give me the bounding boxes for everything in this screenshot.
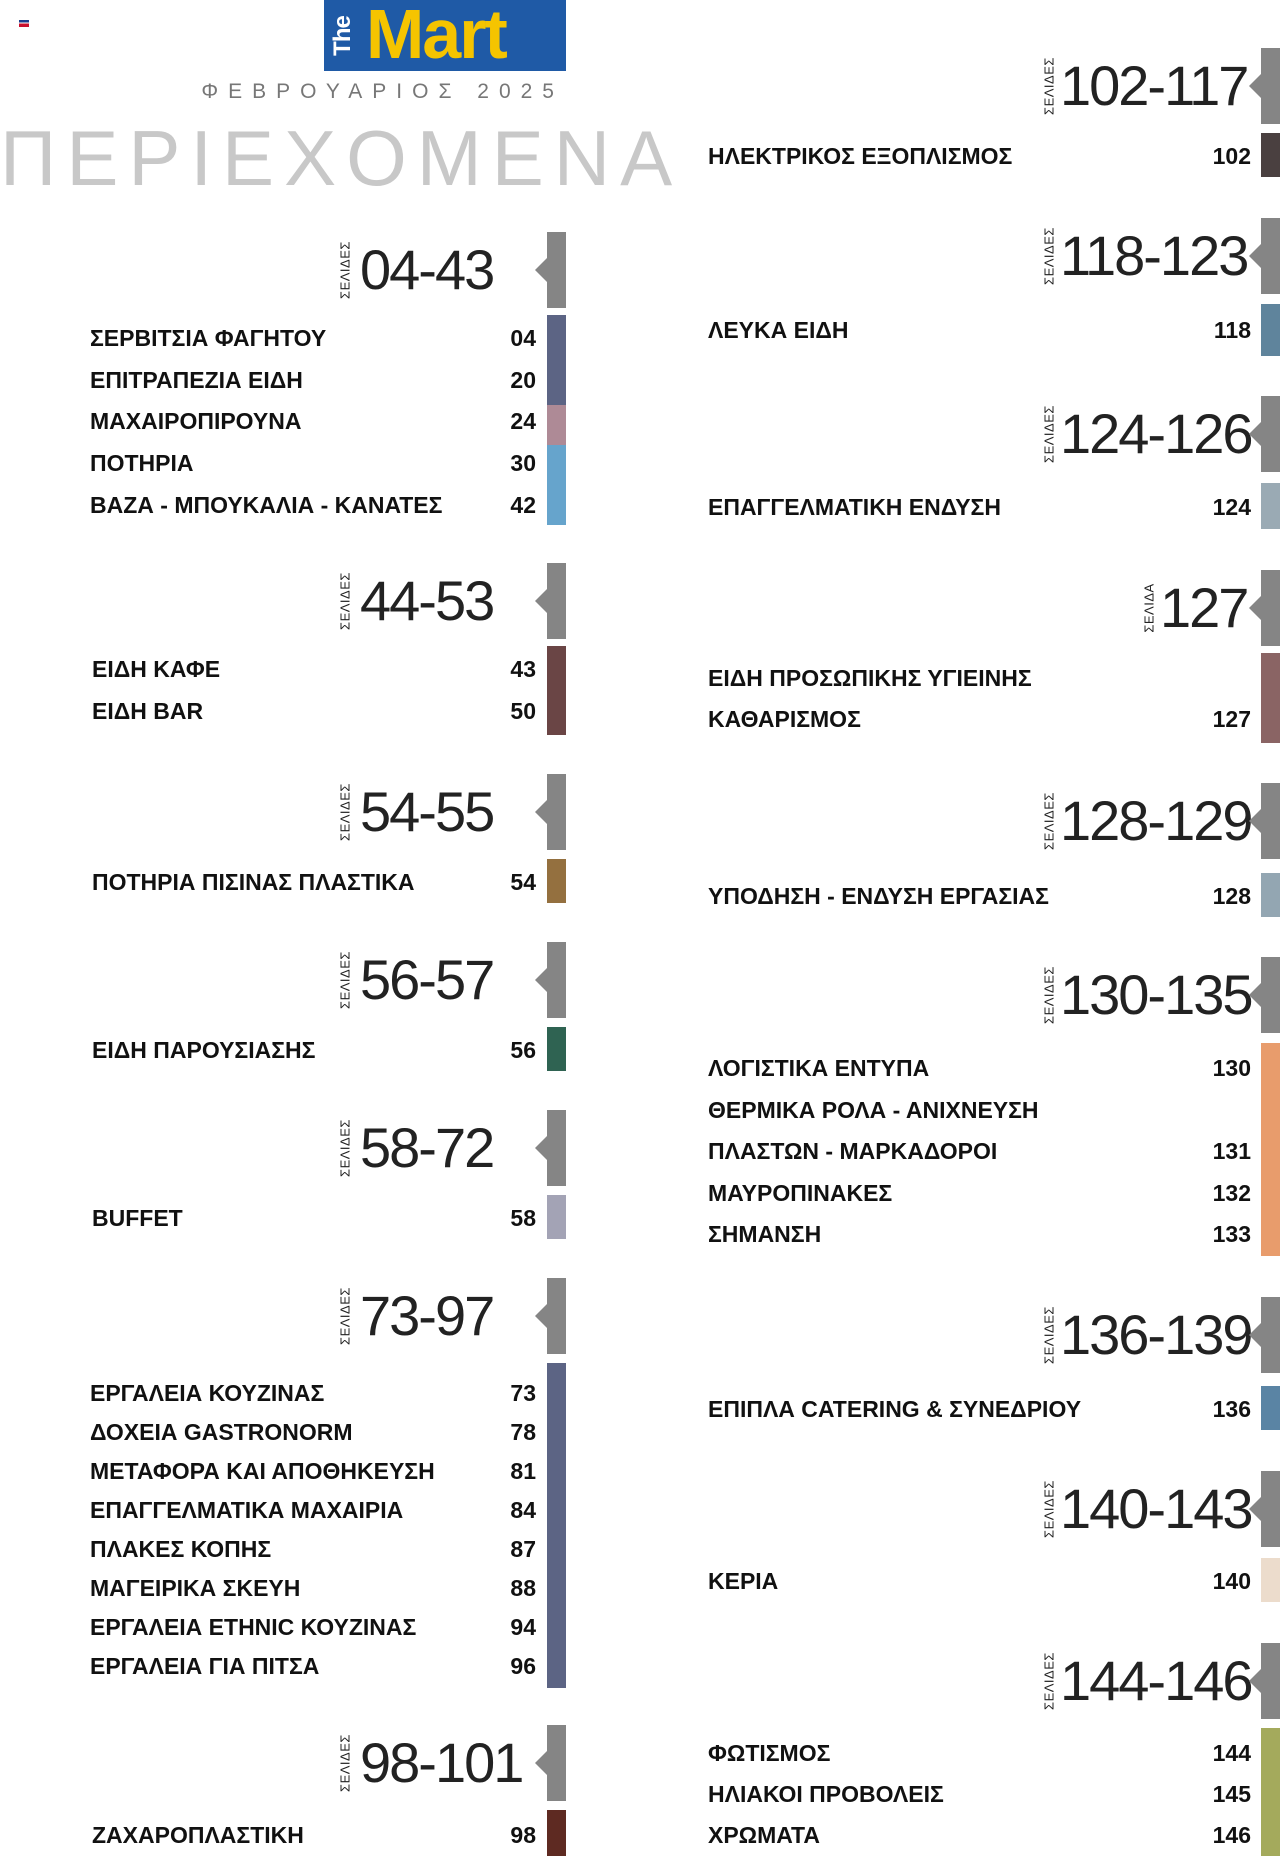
pointer-icon — [535, 258, 547, 282]
pointer-icon — [535, 1304, 547, 1328]
page-range: 04-43 — [360, 238, 494, 301]
range-marker — [547, 1278, 566, 1354]
pages-label: ΣΕΛΙΔΕΣ — [337, 241, 353, 299]
pointer-icon — [1249, 74, 1261, 98]
logo-the-text: The — [329, 16, 356, 56]
pages-label: ΣΕΛΙΔΕΣ — [1041, 792, 1057, 850]
section-heading — [330, 563, 566, 639]
toc-item[interactable]: ΕΡΓΑΛΕΙΑ ΓΙΑ ΠΙΤΣΑ — [90, 1653, 320, 1679]
pointer-icon — [535, 1136, 547, 1160]
toc-item[interactable]: ΛΕΥΚΑ ΕΙΔΗ — [708, 317, 849, 343]
category-color-bar — [547, 859, 566, 903]
range-marker — [1261, 48, 1280, 124]
pointer-icon — [1249, 596, 1261, 620]
category-color-bar — [547, 646, 566, 735]
section-heading — [330, 1110, 566, 1186]
page-range: 144-146 — [1060, 1649, 1252, 1712]
toc-item[interactable]: ΥΠΟΔΗΣΗ - ΕΝΔΥΣΗ ΕΡΓΑΣΙΑΣ — [708, 883, 1049, 909]
category-color-bar — [1261, 304, 1280, 356]
pages-label: ΣΕΛΙΔΕΣ — [337, 1734, 353, 1792]
section-heading — [1040, 48, 1280, 124]
section-heading — [1140, 570, 1280, 646]
toc-item[interactable]: ΚΕΡΙΑ — [708, 1568, 779, 1594]
section-heading — [1040, 1297, 1280, 1373]
range-marker — [547, 942, 566, 1018]
page-range: 140-143 — [1060, 1477, 1252, 1540]
pages-label: ΣΕΛΙΔΕΣ — [1041, 1480, 1057, 1538]
page-range: 44-53 — [360, 569, 494, 632]
category-color-bar — [1261, 873, 1280, 917]
pages-label: ΣΕΛΙΔΑ — [1141, 583, 1157, 633]
range-marker — [1261, 1297, 1280, 1373]
pointer-icon — [535, 968, 547, 992]
page-range: 118-123 — [1060, 224, 1248, 287]
toc-item[interactable]: ΜΑΓΕΙΡΙΚΑ ΣΚΕΥΗ — [90, 1575, 301, 1601]
pointer-icon — [535, 800, 547, 824]
section-heading — [330, 232, 566, 308]
toc-item[interactable]: ΣΗΜΑΝΣΗ — [708, 1221, 822, 1247]
range-marker — [1261, 1471, 1280, 1547]
page-range: 98-101 — [360, 1731, 523, 1794]
toc-item[interactable]: ΗΛΕΚΤΡΙΚΟΣ ΕΞΟΠΛΙΣΜΟΣ — [708, 143, 1013, 169]
pages-label: ΣΕΛΙΔΕΣ — [1041, 227, 1057, 285]
toc-item[interactable]: ΕΠΑΓΓΕΛΜΑΤΙΚΑ ΜΑΧΑΙΡΙΑ — [90, 1497, 404, 1523]
category-color-bar — [1261, 133, 1280, 177]
page-range: 54-55 — [360, 780, 494, 843]
pages-label: ΣΕΛΙΔΕΣ — [337, 1119, 353, 1177]
page-range: 128-129 — [1060, 789, 1252, 852]
toc-item[interactable]: ΜΕΤΑΦΟΡΑ ΚΑΙ ΑΠΟΘΗΚΕΥΣΗ — [90, 1458, 435, 1484]
pages-label: ΣΕΛΙΔΕΣ — [1041, 1652, 1057, 1710]
range-marker — [547, 563, 566, 639]
category-color-bar — [547, 405, 566, 445]
toc-item[interactable]: ΕΙΔΗ ΠΡΟΣΩΠΙΚΗΣ ΥΓΙΕΙΝΗΣ — [708, 665, 1032, 691]
toc-item[interactable]: ΧΡΩΜΑΤΑ — [708, 1822, 820, 1848]
toc-item[interactable]: ΠΟΤΗΡΙΑ ΠΙΣΙΝΑΣ ΠΛΑΣΤΙΚΑ — [92, 869, 415, 895]
toc-item[interactable]: ΕΠΙΤΡΑΠΕΖΙΑ ΕΙΔΗ — [90, 367, 303, 393]
pointer-icon — [1249, 809, 1261, 833]
toc-item[interactable]: ΠΛΑΚΕΣ ΚΟΠΗΣ — [90, 1536, 272, 1562]
page-range: 56-57 — [360, 948, 494, 1011]
pages-label: ΣΕΛΙΔΕΣ — [1041, 57, 1057, 115]
pages-label: ΣΕΛΙΔΕΣ — [337, 1287, 353, 1345]
page-range: 124-126 — [1060, 402, 1252, 465]
page-range: 130-135 — [1060, 963, 1252, 1026]
toc-item[interactable]: ΗΛΙΑΚΟΙ ΠΡΟΒΟΛΕΙΣ — [708, 1781, 944, 1807]
toc-item[interactable]: ΕΡΓΑΛΕΙΑ ETHNIC ΚΟΥΖΙΝΑΣ — [90, 1614, 417, 1640]
catalog-month: ΦΕΒΡΟΥΑΡΙΟΣ 2025 — [201, 80, 564, 103]
section-heading — [1040, 396, 1280, 472]
category-color-bar — [547, 315, 566, 405]
category-color-bar — [547, 445, 566, 525]
toc-item[interactable]: ΠΟΤΗΡΙΑ — [90, 450, 194, 476]
pointer-icon — [535, 589, 547, 613]
pages-label: ΣΕΛΙΔΕΣ — [1041, 1306, 1057, 1364]
toc-item[interactable]: ΛΟΓΙΣΤΙΚΑ ΕΝΤΥΠΑ — [708, 1055, 930, 1081]
toc-item[interactable]: ΒΑΖΑ - ΜΠΟΥΚΑΛΙΑ - ΚΑΝΑΤΕΣ — [90, 492, 443, 518]
pages-label: ΣΕΛΙΔΕΣ — [337, 572, 353, 630]
range-marker — [1261, 957, 1280, 1033]
category-color-bar — [1261, 653, 1280, 743]
page-title: ΠΕΡΙΕΧΟΜΕΝΑ — [0, 114, 683, 202]
section-heading — [1040, 1471, 1280, 1547]
pointer-icon — [1249, 983, 1261, 1007]
range-marker — [547, 1110, 566, 1186]
range-marker — [547, 774, 566, 850]
section-heading — [330, 1278, 566, 1354]
page-range: 102-117 — [1060, 54, 1248, 117]
range-marker — [1261, 396, 1280, 472]
pointer-icon — [1249, 244, 1261, 268]
toc-item[interactable]: ΚΑΘΑΡΙΣΜΟΣ — [708, 706, 861, 732]
page-range: 58-72 — [360, 1116, 494, 1179]
section-heading — [1040, 957, 1280, 1033]
range-marker — [1261, 218, 1280, 294]
category-color-bar — [547, 1027, 566, 1071]
toc-item[interactable]: BUFFET — [92, 1205, 183, 1231]
range-marker — [1261, 570, 1280, 646]
toc-item[interactable]: ΕΙΔΗ BAR — [92, 698, 204, 724]
the-mart-logo — [324, 0, 566, 71]
pointer-icon — [1249, 1323, 1261, 1347]
toc-item[interactable]: ΦΩΤΙΣΜΟΣ — [708, 1740, 831, 1766]
pointer-icon — [1249, 1669, 1261, 1693]
range-marker — [1261, 783, 1280, 859]
category-color-bar — [1261, 483, 1280, 529]
section-heading — [1040, 218, 1280, 294]
page-range: 73-97 — [360, 1284, 494, 1347]
pointer-icon — [1249, 422, 1261, 446]
category-color-bar — [1261, 1728, 1280, 1856]
range-marker — [547, 232, 566, 308]
toc-item[interactable]: ΕΡΓΑΛΕΙΑ ΚΟΥΖΙΝΑΣ — [90, 1380, 325, 1406]
toc-item[interactable]: ΘΕΡΜΙΚΑ ΡΟΛΑ - ΑΝΙΧΝΕΥΣΗ — [708, 1097, 1039, 1123]
page-range: 136-139 — [1060, 1303, 1252, 1366]
toc-item[interactable]: ΜΑΧΑΙΡΟΠΙΡΟΥΝΑ — [90, 408, 302, 434]
toc-item[interactable]: ΔΟΧΕΙΑ GASTRONORM — [90, 1419, 353, 1445]
range-marker — [1261, 1643, 1280, 1719]
pointer-icon — [1249, 1497, 1261, 1521]
category-color-bar — [1261, 1386, 1280, 1430]
pages-label: ΣΕΛΙΔΕΣ — [337, 951, 353, 1009]
toc-item[interactable]: ΕΠΑΓΓΕΛΜΑΤΙΚΗ ΕΝΔΥΣΗ — [708, 494, 1001, 520]
toc-item[interactable]: ΠΛΑΣΤΩΝ - ΜΑΡΚΑΔΟΡΟΙ — [708, 1138, 998, 1164]
category-color-bar — [547, 1363, 566, 1688]
toc-item[interactable]: ΜΑΥΡΟΠΙΝΑΚΕΣ — [708, 1180, 893, 1206]
category-color-bar — [547, 1195, 566, 1239]
toc-item[interactable]: ΕΠΙΠΛΑ CATERING & ΣΥΝΕΔΡΙΟΥ — [708, 1396, 1082, 1422]
logo-mart-text: Mart — [366, 0, 506, 73]
section-heading — [330, 942, 566, 1018]
toc-item[interactable]: ΖΑΧΑΡΟΠΛΑΣΤΙΚΗ — [92, 1822, 304, 1848]
page-range: 127 — [1160, 576, 1248, 639]
range-marker — [547, 1725, 566, 1801]
category-color-bar — [1261, 1558, 1280, 1602]
pointer-icon — [535, 1751, 547, 1775]
greek-flag-icon — [19, 20, 29, 27]
toc-item[interactable]: ΕΙΔΗ ΠΑΡΟΥΣΙΑΣΗΣ — [92, 1037, 316, 1063]
toc-item[interactable]: ΕΙΔΗ ΚΑΦΕ — [92, 656, 221, 682]
category-color-bar — [547, 1810, 566, 1856]
section-heading — [330, 1725, 566, 1801]
section-heading — [1040, 1643, 1280, 1719]
toc-item[interactable]: ΣΕΡΒΙΤΣΙΑ ΦΑΓΗΤΟΥ — [90, 325, 327, 351]
section-heading — [1040, 783, 1280, 859]
pages-label: ΣΕΛΙΔΕΣ — [337, 783, 353, 841]
pages-label: ΣΕΛΙΔΕΣ — [1041, 405, 1057, 463]
section-heading — [330, 774, 566, 850]
pages-label: ΣΕΛΙΔΕΣ — [1041, 966, 1057, 1024]
category-color-bar — [1261, 1043, 1280, 1256]
